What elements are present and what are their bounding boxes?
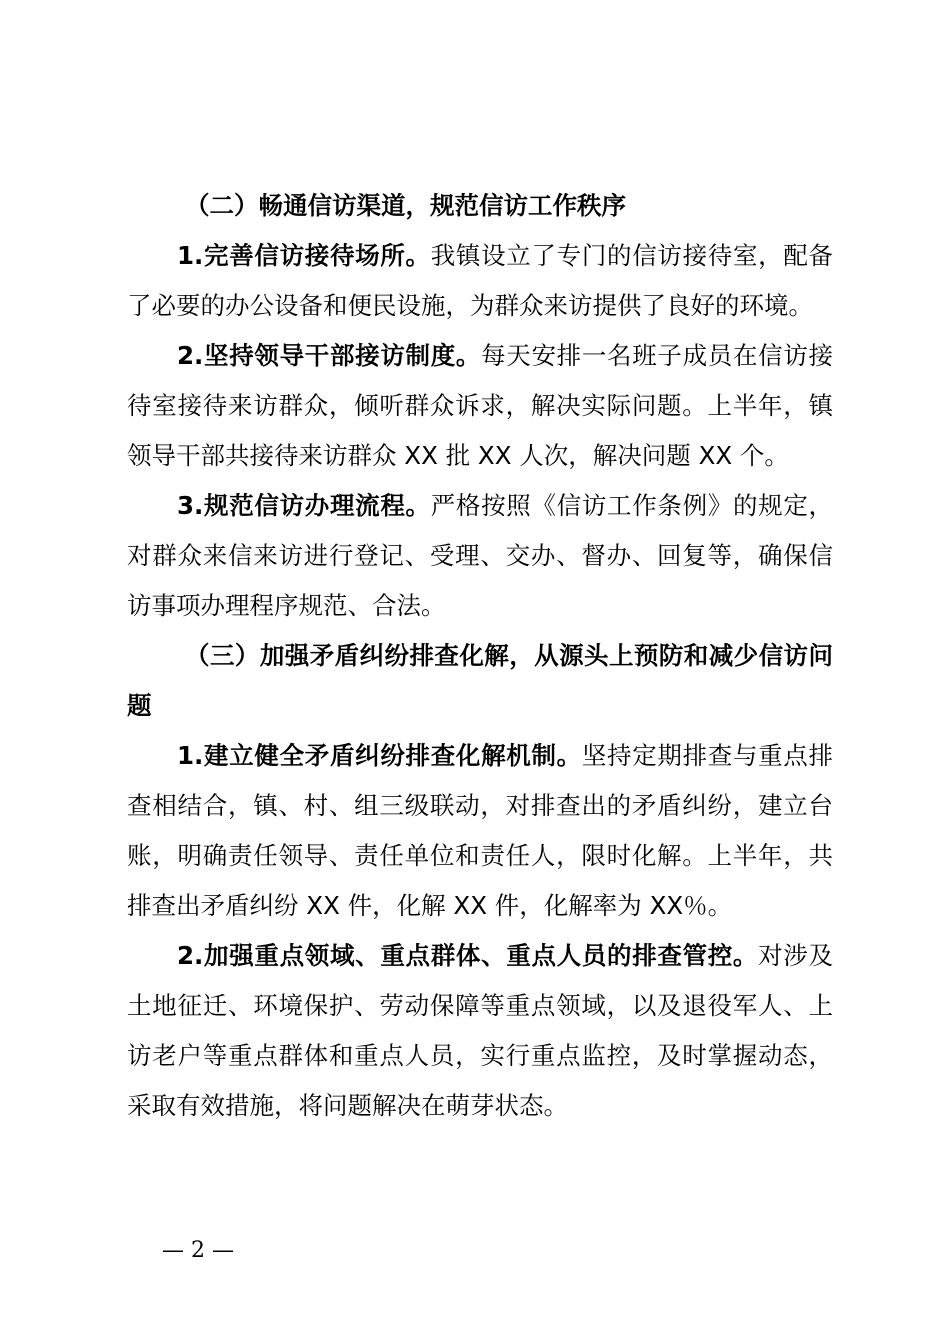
section-heading-3: （三）加强矛盾纠纷排查化解，从源头上预防和减少信访问题 [127,641,833,720]
paragraph-lead: 2.坚持领导干部接访制度。 [177,341,482,370]
paragraph-body: 对涉及土地征迁、环境保护、劳动保障等重点领域，以及退役军人、上访老户等重点群体和重点人员，实行重点监控，及时掌握动态，采取有效措施，将问题解决在萌芽状态。 [127,941,833,1120]
paragraph-lead: 1.建立健全矛盾纠纷排查化解机制。 [177,741,582,770]
section-heading-2: （二）畅通信访渠道，规范信访工作秩序 [185,191,626,220]
paragraph-lead: 3.规范信访办理流程。 [177,491,431,520]
paragraph-2-key-areas [127,931,833,1131]
paragraph-lead: 1.完善信访接待场所。 [177,241,431,270]
paragraph-1-reception-venue [127,231,833,331]
paragraph-1-mechanism [127,731,833,931]
document-body [127,181,833,1131]
page-number: — 2 — [162,1238,234,1263]
paragraph-body: 每天安排一名班子成员在信访接待室接待来访群众，倾听群众诉求，解决实际问题。上半年，镇领导干部共接待来访群众 XX 批 XX 人次，解决问题 XX 个。 [127,341,834,470]
paragraph-body: 我镇设立了专门的信访接待室，配备了必要的办公设备和便民设施，为群众来访提供了良好的环境。 [127,241,834,320]
paragraph-3-process [127,481,833,631]
paragraph-body: 严格按照《信访工作条例》的规定，对群众来信来访进行登记、受理、交办、督办、回复等，确保信访事项办理程序规范、合法。 [127,491,834,620]
paragraph-lead: 2.加强重点领域、重点群体、重点人员的排查管控。 [177,941,759,970]
paragraph-2-leader-reception [127,331,833,481]
paragraph-body: 坚持定期排查与重点排查相结合，镇、村、组三级联动，对排查出的矛盾纠纷，建立台账，明确责任领导、责任单位和责任人，限时化解。上半年，共排查出矛盾纠纷 XX 件，化解 XX 件，化解率为 XX％。 [127,741,833,920]
